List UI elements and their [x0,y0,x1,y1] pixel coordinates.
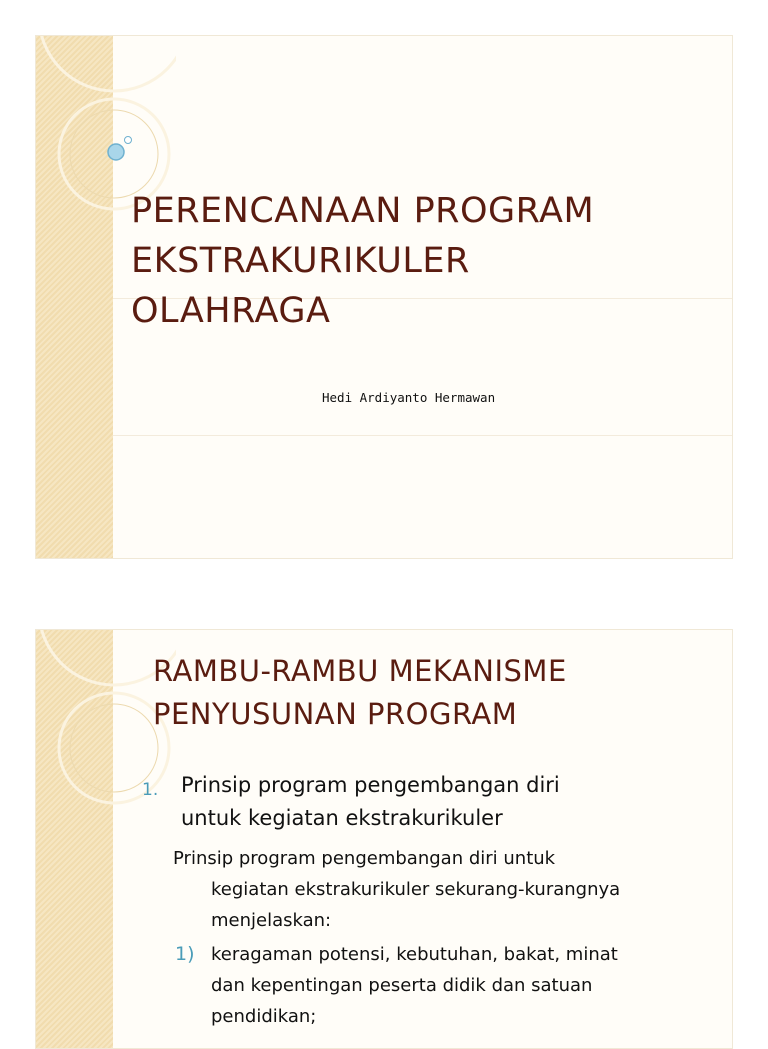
list-number: 1. [142,780,159,800]
divider-line [113,435,732,436]
sublist-item [211,939,618,1032]
sublist-item-line: dan kepentingan peserta didik dan satuan [211,975,593,996]
sublist-item-line: pendidikan; [211,1006,317,1027]
title-line: PENYUSUNAN PROGRAM [153,697,518,731]
title-slide [35,35,733,559]
list-item-line: Prinsip program pengembangan diri [181,773,560,797]
title-line: RAMBU-RAMBU MEKANISME [153,654,567,688]
slide-title [131,186,594,336]
content-slide [35,629,733,1049]
paragraph-line: Prinsip program pengembangan diri untuk [173,848,556,869]
slide-title [153,650,567,736]
paragraph-line: menjelaskan: [211,910,332,931]
sublist-number: 1) [175,943,195,965]
paragraph-line: kegiatan ekstrakurikuler sekurang-kurangnya [211,879,621,900]
paragraph [173,843,620,936]
title-line: OLAHRAGA [131,291,331,331]
title-line: EKSTRAKURIKULER [131,241,470,281]
list-item-line: untuk kegiatan ekstrakurikuler [181,806,503,830]
sublist-item-line: keragaman potensi, kebutuhan, bakat, minat [211,944,618,965]
list-item [181,769,560,835]
title-line: PERENCANAAN PROGRAM [131,191,595,231]
author-name: Hedi Ardiyanto Hermawan [322,390,496,405]
